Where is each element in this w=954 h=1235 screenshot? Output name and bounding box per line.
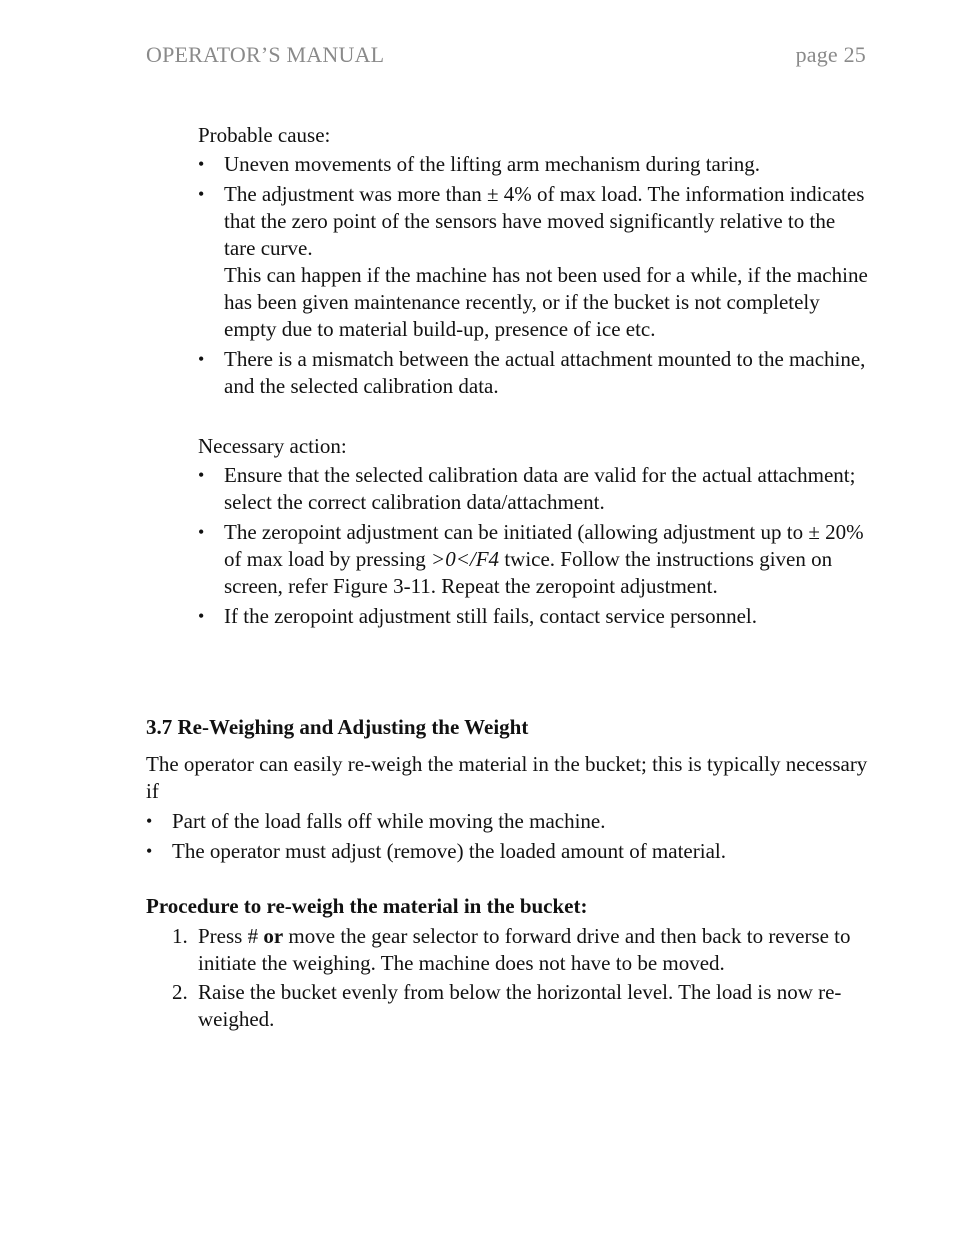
- procedure-steps: [146, 923, 871, 1033]
- step-number: 1.: [172, 924, 188, 948]
- list-item: • The adjustment was more than ± 4% of max load. The information indicates that the zero point of the sensors have moved significantly relative to the tare curve. This can happen if the machine has not been used for a while, if the machine has been given maintenance recently, or if the bucket is not completely empty due to material build-up, presence of ice etc.: [198, 181, 871, 343]
- page-header: [146, 42, 866, 68]
- necessary-action-block: [198, 433, 871, 630]
- list-item: • There is a mismatch between the actual attachment mounted to the machine, and the selected calibration data.: [198, 346, 871, 400]
- page-number: page 25: [795, 42, 866, 67]
- list-item: • The operator must adjust (remove) the loaded amount of material.: [146, 838, 871, 865]
- list-item: 2. Raise the bucket evenly from below the horizontal level. The load is now re-weighed.: [172, 980, 842, 1031]
- procedure-heading: Procedure to re-weigh the material in the bucket:: [146, 894, 588, 918]
- probable-cause-list: [198, 151, 871, 400]
- manual-title: OPERATOR’S MANUAL: [146, 42, 385, 67]
- necessary-action-label: Necessary action:: [198, 434, 347, 458]
- page-content: [146, 122, 871, 1035]
- probable-cause-label: Probable cause:: [198, 123, 331, 147]
- necessary-action-list: [198, 462, 871, 630]
- list-item: • Part of the load falls off while moving the machine.: [146, 808, 871, 835]
- list-item: • If the zeropoint adjustment still fails, contact service personnel.: [198, 603, 871, 630]
- key-reference: >0</F4: [431, 547, 500, 571]
- probable-cause-block: [198, 122, 871, 400]
- step-number: 2.: [172, 980, 188, 1004]
- section-title: 3.7 Re-Weighing and Adjusting the Weight: [146, 715, 529, 739]
- list-item: • Ensure that the selected calibration data are valid for the actual attachment; select the correct calibration data/attachment.: [198, 462, 871, 516]
- section-intro: The operator can easily re-weigh the material in the bucket; this is typically necessary if: [146, 752, 868, 803]
- list-item: • Uneven movements of the lifting arm mechanism during taring.: [198, 151, 871, 178]
- reweigh-conditions-list: [146, 808, 871, 865]
- list-item: 1. Press # or move the gear selector to forward drive and then back to reverse to initiate the weighing. The machine does not have to be moved.: [172, 924, 851, 975]
- list-item: • The zeropoint adjustment can be initiated (allowing adjustment up to ± 20% of max load by pressing >0</F4 twice. Follow the instructions given on screen, refer Figure 3-11. Repeat the zeropoint adjustment.: [198, 519, 871, 600]
